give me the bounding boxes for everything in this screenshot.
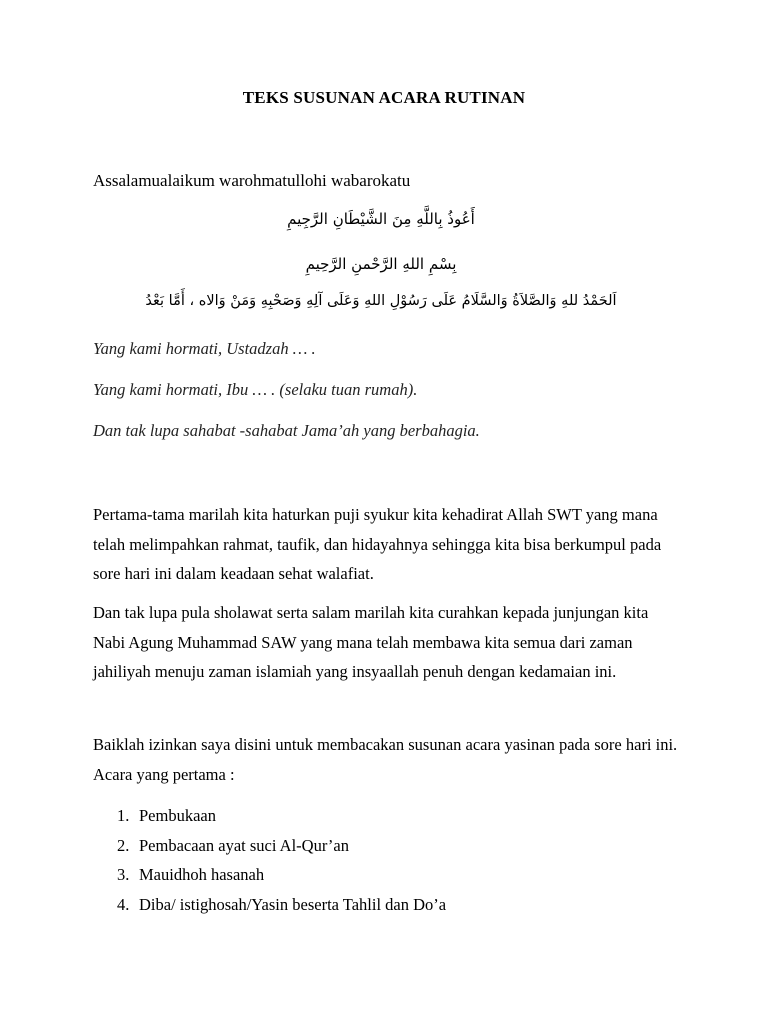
agenda-list xyxy=(117,801,446,919)
list-item-number: 2. xyxy=(117,835,130,855)
list-item-number: 4. xyxy=(117,894,130,914)
paragraph-gratitude: Pertama-tama marilah kita haturkan puji syukur kita kehadirat Allah SWT yang mana telah melimpahkan rahmat, taufik, dan hidayahnya sehingga kita bisa berkumpul pada sore hari ini dalam keadaan sehat walafiat. xyxy=(93,505,662,583)
list-item-text: Pembukaan xyxy=(139,806,216,825)
list-item-text: Pembacaan ayat suci Al-Qur’an xyxy=(139,835,349,855)
list-item xyxy=(117,860,446,890)
list-item xyxy=(117,831,446,861)
honorific-ustadzah: Yang kami hormati, Ustadzah … . xyxy=(93,339,316,358)
greeting-line: Assalamualaikum warohmatullohi wabarokatu xyxy=(93,171,411,190)
arabic-taawudz: أَعُوذُ بِاللَّهِ مِنَ الشَّيْطَانِ الرَّجِيمِ xyxy=(287,210,475,228)
arabic-basmalah: بِسْمِ اللهِ الرَّحْمنِ الرَّحِيمِ xyxy=(305,255,457,273)
document-title: TEKS SUSUNAN ACARA RUTINAN xyxy=(242,88,526,107)
list-item-text: Diba/ istighosah/Yasin beserta Tahlil dan Do’a xyxy=(139,894,447,914)
list-item-number: 1. xyxy=(117,806,130,825)
list-item-number: 3. xyxy=(117,865,130,884)
honorific-jamaah: Dan tak lupa sahabat -sahabat Jama’ah yang berbahagia. xyxy=(93,421,480,440)
list-item xyxy=(117,801,446,831)
paragraph-agenda-intro: Baiklah izinkan saya disini untuk membacakan susunan acara yasinan pada sore hari ini. Acara yang pertama : xyxy=(93,735,678,784)
list-item xyxy=(117,890,446,920)
paragraph-sholawat: Dan tak lupa pula sholawat serta salam marilah kita curahkan kepada junjungan kita Nabi Agung Muhammad SAW yang mana telah membawa kita semua dari zaman jahiliyah menuju zaman islamiah yang insyaallah penuh dengan kedamaian ini. xyxy=(93,603,649,681)
list-item-text: Mauidhoh hasanah xyxy=(139,865,265,884)
honorific-host: Yang kami hormati, Ibu … . (selaku tuan rumah). xyxy=(93,380,418,399)
arabic-hamdalah: اَلحَمْدُ للهِ وَالصَّلاَةُ وَالسَّلَامُ عَلَى رَسُوْلِ اللهِ وَعَلَى آلِهِ وَصَحْبِهِ وَمَنْ وَالاه ، أَمَّا بَعْدُ xyxy=(145,293,617,309)
